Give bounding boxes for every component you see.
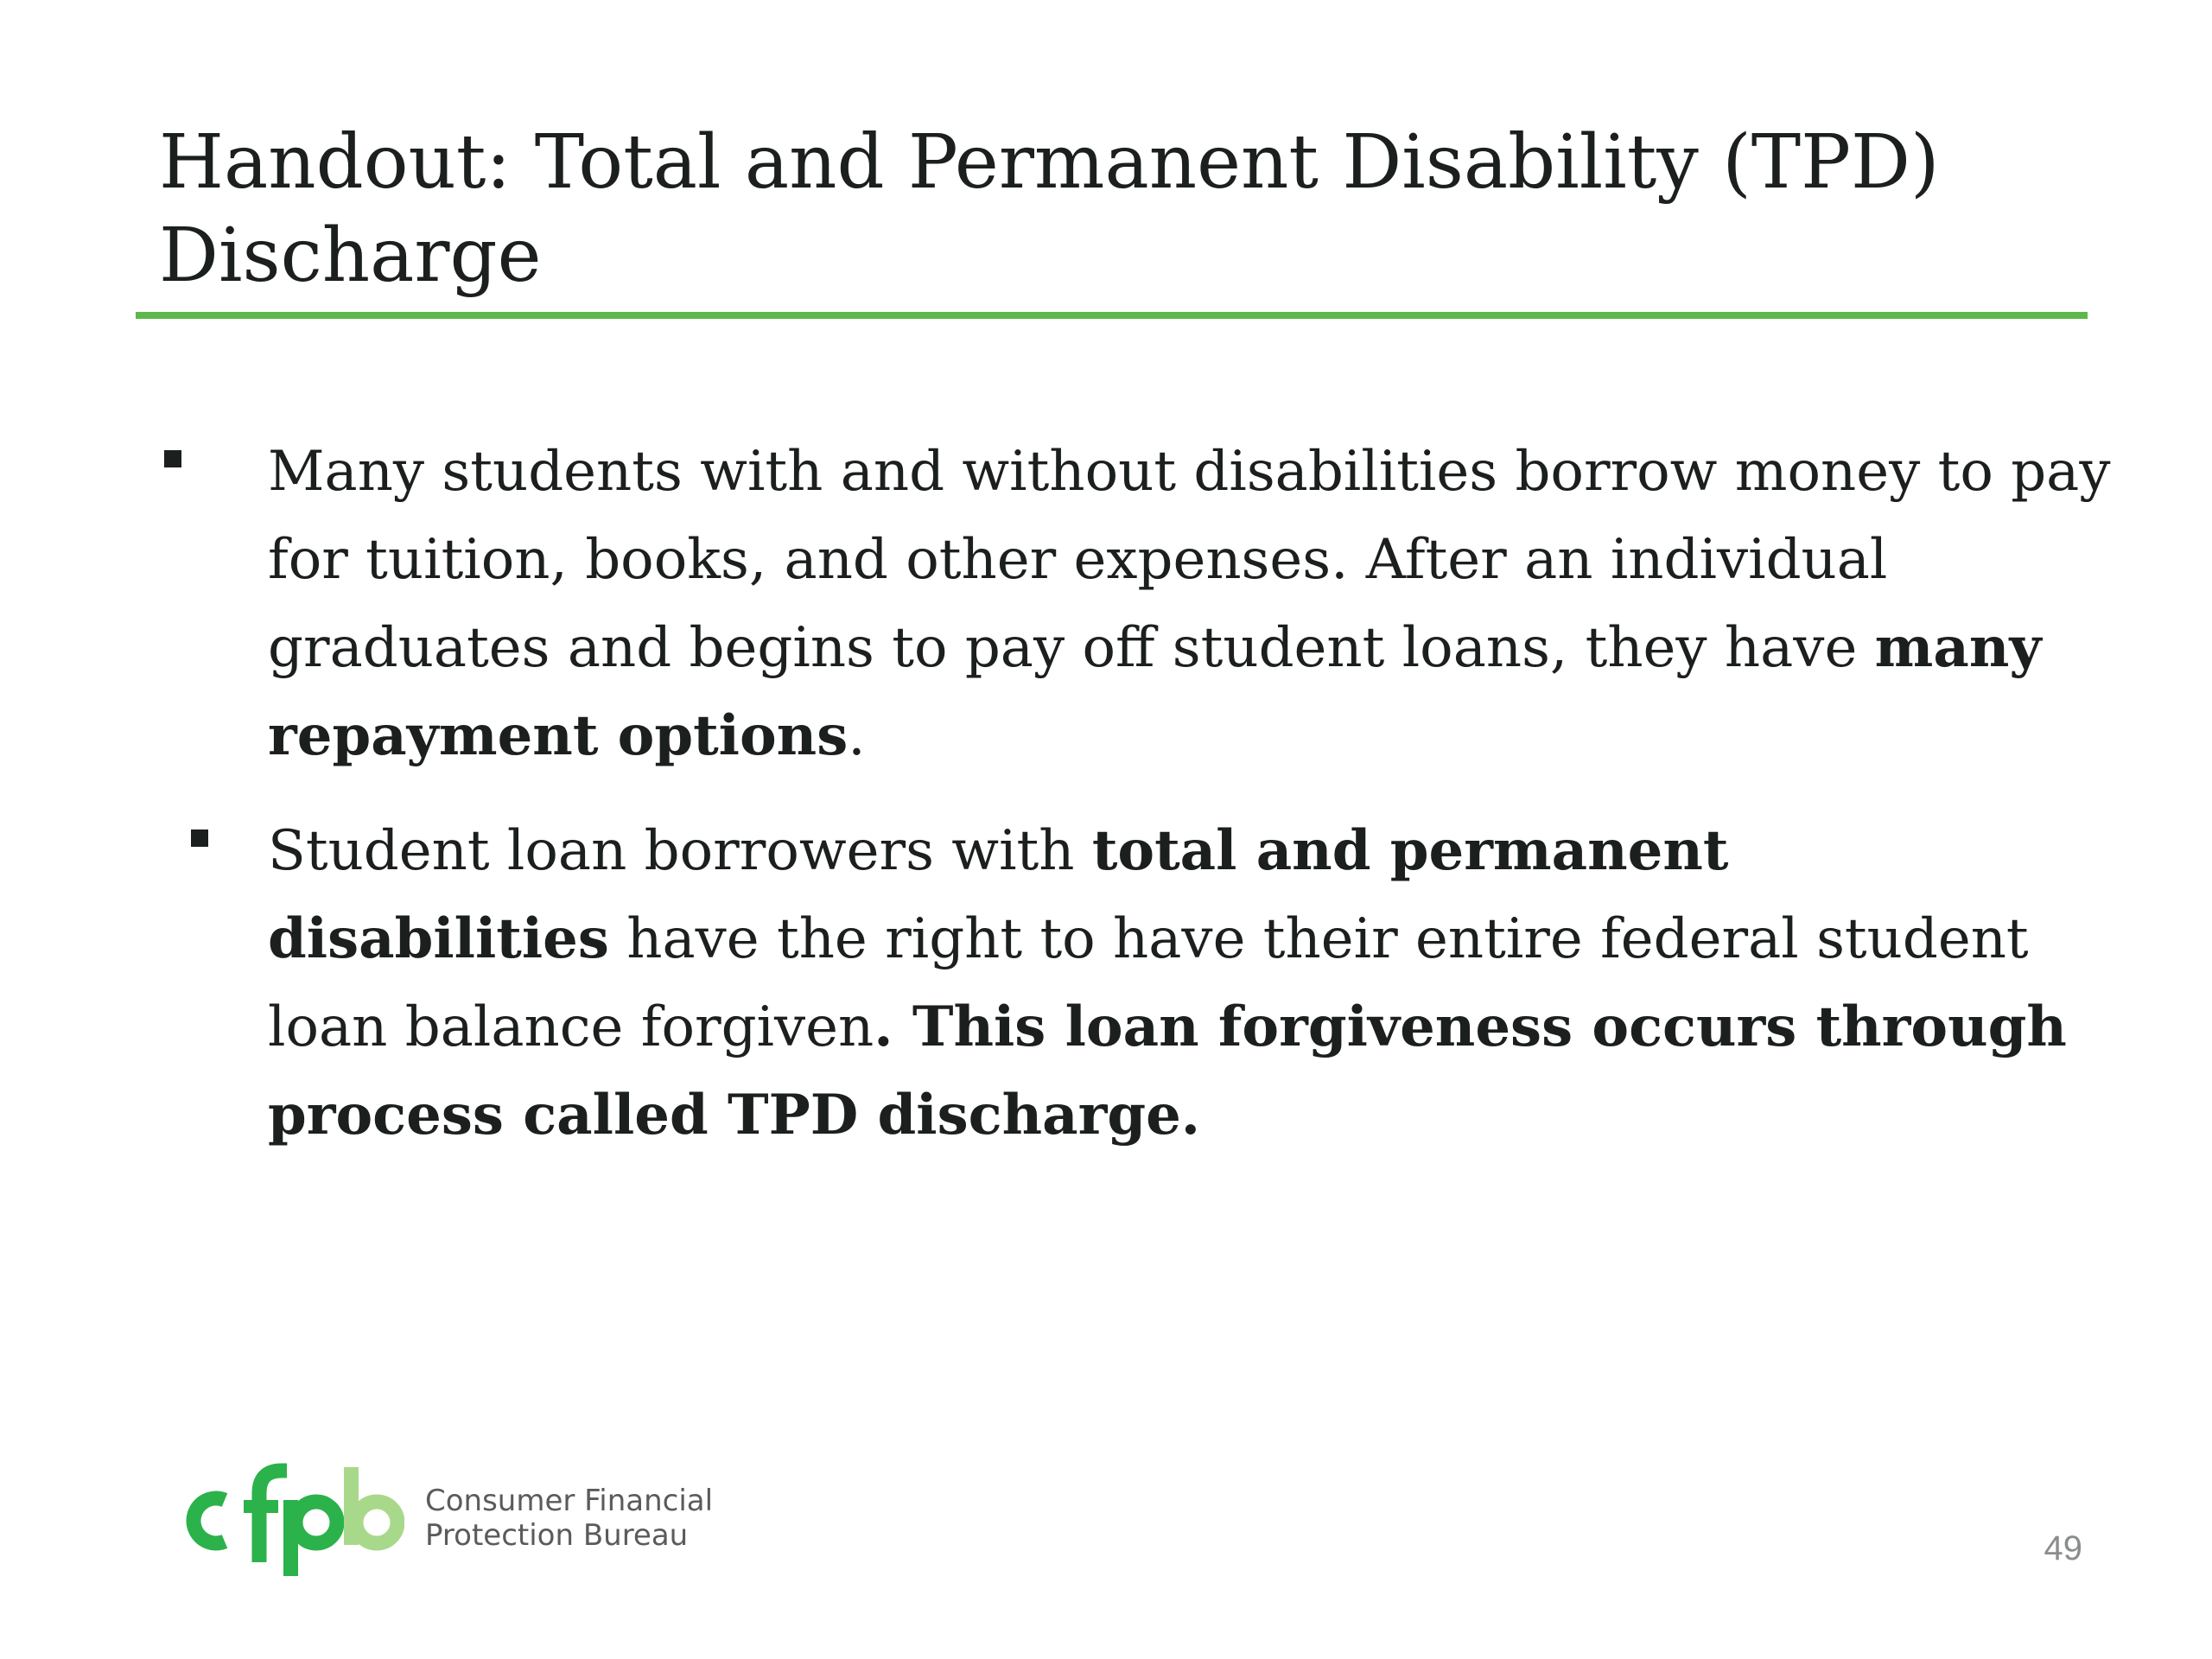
- cfpb-logo: [171, 1455, 724, 1576]
- cfpb-logo-mark-icon: [171, 1455, 404, 1576]
- square-bullet-icon: [191, 830, 208, 847]
- agency-name-line-2: Protection Bureau: [425, 1518, 689, 1553]
- bold-emphasis: process called TPD discharge.: [268, 1083, 1201, 1147]
- page-number: 49: [2044, 1529, 2082, 1567]
- slide-title-line-2: Discharge: [159, 213, 542, 299]
- bullet-1-line-4: repayment options.: [268, 703, 866, 768]
- bullet-item-tpd-discharge: [0, 807, 2082, 1160]
- bold-emphasis: total and permanent: [1091, 818, 1729, 883]
- bold-emphasis: disabilities: [268, 906, 609, 971]
- title-divider: [136, 312, 2088, 319]
- bullet-2-line-4: [268, 1071, 2082, 1160]
- agency-name: [425, 1484, 713, 1553]
- bullet-item-repayment: [0, 428, 2111, 780]
- bullet-1-line-1: Many students with and without disabilities borrow money to pay: [268, 440, 2111, 504]
- square-bullet-icon: [164, 450, 181, 467]
- bold-emphasis: many: [1874, 615, 2042, 680]
- bold-emphasis: . This loan forgiveness occurs through: [874, 995, 2067, 1059]
- bullet-1-line-2: for tuition, books, and other expenses. After an individual: [268, 528, 1888, 592]
- agency-name-line-1: Consumer Financial: [425, 1484, 714, 1518]
- bullet-list: [0, 428, 2212, 1186]
- bullet-2-line-3: loan balance forgiven. This loan forgiveness occurs through: [268, 995, 2067, 1059]
- bold-emphasis: repayment options: [268, 703, 849, 768]
- bullet-2-line-1: Student loan borrowers with total and permanent: [268, 818, 1729, 883]
- bullet-2-line-2: disabilities have the right to have their entire federal student: [268, 906, 2029, 971]
- bullet-1-line-3: graduates and begins to pay off student loans, they have many: [268, 615, 2042, 680]
- slide-title-line-1: Handout: Total and Permanent Disability (TPD): [159, 119, 1940, 206]
- slide-title: [159, 116, 2060, 302]
